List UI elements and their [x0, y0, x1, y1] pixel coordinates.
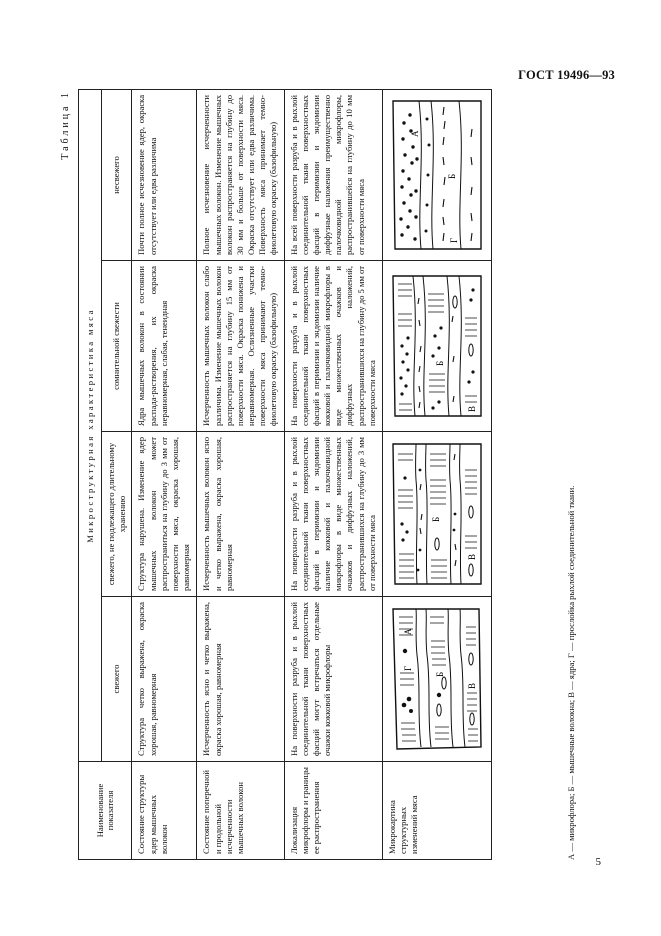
figure-label-b: Б — [446, 173, 457, 179]
figure-label-g: Г — [448, 237, 459, 243]
row-indicator: Микрокартина структурных изменений мяса — [382, 762, 491, 860]
cell-fresh: На поверхности разруба и в рыхлой соединительной ткани поверхностных фасций могут встречаться отдельные очажки кокковой микрофлоры — [284, 597, 382, 762]
figure-label-a: А — [402, 628, 413, 635]
figure-label-a: А — [409, 130, 420, 137]
cell-stale-drawing — [382, 89, 491, 260]
table-row — [132, 89, 197, 859]
header-doubtful: сомнительной свежести — [102, 261, 132, 432]
cell-stale: На всей поверхности разруба и в рыхлой соединительной ткани поверхностных фасций в перимизии и эндомизии диффузные наложения преимущественно палочковидной микрофлоры, распространившейся на глубину до 10 мм от поверхности мяса — [284, 89, 382, 260]
table-row — [197, 89, 284, 859]
cell-doubtful: Ядра мышечных волокон в состоянии распада-растворения, их окраска неравномерная, слабая, тенеидная — [132, 261, 197, 432]
figure-label-b: Б — [434, 360, 445, 366]
table-row — [284, 89, 382, 859]
cell-stale: Почти полное исчезновение ядер, окраска отсутствует или едва различима — [132, 89, 197, 260]
microstructure-drawing-stale — [387, 95, 487, 255]
rotated-table-page — [58, 90, 618, 860]
figure-label-v: В — [466, 405, 477, 412]
figure-label-v: В — [466, 682, 477, 689]
cell-stale: Полное исчезновение исчерченности мышечных волокон. Изменение мышечных волокон распространяется на глубину до 30 мм и больше от поверхности мяса. Окраска отсутствует или едва различима. Поверхность мяса принимает темно-фиолетовую окраску (базофильную) — [197, 89, 284, 260]
figure-label-v: В — [466, 553, 477, 560]
figure-label-b: Б — [434, 671, 445, 677]
row-indicator: Состояние структуры ядер мышечных волокон — [132, 762, 197, 860]
header-stale: несвежего — [102, 89, 132, 260]
cell-doubtful: На поверхности разруба и в рыхлой соединительной ткани поверхностных фасций в перимизии и эндомизии наличие кокковой и палочковидной микрофлоры в виде множественных очажков и диффузных наложений, распространившихся на глубину до 5 мм от поверхности мяса — [284, 261, 382, 432]
cell-fresh-not-long-drawing — [382, 432, 491, 597]
microstructure-table — [78, 89, 492, 860]
cell-doubtful: Исчерченность мышечных волокон слабо различима. Изменение мышечных волокон распространяется на глубину 15 мм от поверхности мяса. Окраска понижена и неравномерная. Ослизненные участки поверхности мяса принимают темно-фиолетовую окраску (базофильную) — [197, 261, 284, 432]
cell-fresh: Исчерченность ясно и четко выражена, окраска хорошая, равномерная — [197, 597, 284, 762]
gost-header: ГОСТ 19496—93 — [518, 68, 615, 82]
table-label: Таблица 1 — [60, 90, 71, 160]
cell-fresh: Структура четко выражена, окраска хорошая, равномерная — [132, 597, 197, 762]
row-indicator: Состояние поперечной и продольной исчерченности мышечных волокон — [197, 762, 284, 860]
header-microstructure: Микроструктурная характеристика мяса — [79, 89, 102, 761]
table-row — [382, 89, 491, 859]
header-fresh: свежего — [102, 597, 132, 762]
figure-footnote: А — микрофлора; Б — мышечные волокна; В — ядра; Г — прослойка рыхлой соединительной ткани. — [566, 485, 576, 860]
microstructure-drawing-fresh-not-long — [387, 438, 487, 590]
microstructure-drawing-doubtful — [387, 270, 487, 422]
cell-fresh-not-long: Структура нарушена. Изменение ядер мышечных волокон может распространиться на глубину до 3 мм от поверхности мяса, окраска хорошая, равномерная — [132, 432, 197, 597]
header-indicator: Наименование показателя — [79, 762, 132, 860]
cell-doubtful-drawing — [382, 261, 491, 432]
cell-fresh-not-long: Исчерченность мышечных волокон ясно и четко выражена, окраска хорошая, равномерная — [197, 432, 284, 597]
page-number: 5 — [595, 856, 601, 868]
microstructure-drawing-fresh — [387, 603, 487, 755]
figure-label-b: Б — [430, 516, 441, 522]
cell-fresh-not-long: На поверхности разруба и в рыхлой соединительной ткани поверхностных фасций в перимизии и эндомизии наличие кокковой и палочковидной микрофлоры в виде множественных очажков и диффузных наложений, распространившихся на глубину до 3 мм от поверхности мяса — [284, 432, 382, 597]
row-indicator: Локализация микрофлоры и границы ее распространения — [284, 762, 382, 860]
cell-fresh-drawing — [382, 597, 491, 762]
figure-label-g: Г — [402, 665, 413, 671]
header-fresh-not-long: свежего, не подлежащего длительному хранению — [102, 432, 132, 597]
